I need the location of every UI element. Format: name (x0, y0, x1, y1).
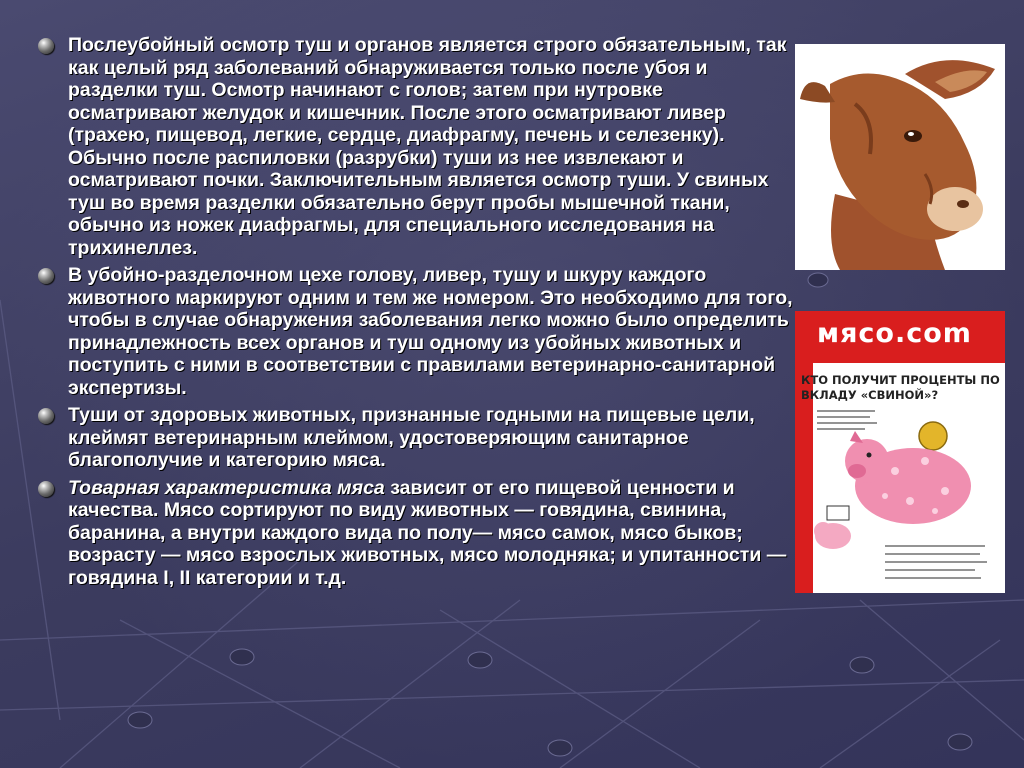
magazine-logo: мясо.com (817, 318, 972, 349)
bullet-icon (38, 38, 54, 54)
bullet-text: В убойно-разделочном цехе голову, ливер, тушу и шкуру каждого животного маркируют одним и тем же номером. Это необходимо для того, чтобы в случае обнаружения заболевания легко можно было определить принадлежность всех органов и туш одному из убойных животных и поступить с ними в соответствии с правилами ветеринарно-санитарной экспертизы. (68, 264, 793, 399)
bullet-text: Туши от здоровых животных, признанные годными на пищевые цели, клеймят ветеринарным клеймом, удостоверяющим санитарное благополучие и категорию мяса. (68, 404, 755, 471)
bullet-icon (38, 408, 54, 424)
cow-head-icon (795, 44, 1005, 270)
magazine-cover-image (795, 311, 1005, 593)
bullet-icon (38, 268, 54, 284)
bullet-item (36, 34, 796, 259)
cow-head-image (795, 44, 1005, 270)
bullet-item (36, 477, 796, 590)
pig-icon (795, 311, 1005, 593)
bullet-emphasis: Товарная характеристика мяса (68, 476, 385, 499)
bullet-text: зависит от его пищевой ценности и качества. Мясо сортируют по виду животных — говядина, свинина, баранина, а внутри каждого вида по полу— мясо самок, мясо быков; возрасту — мясо взрослых животных, мясо молодняка; и упитанности — говядина I, II категории и т.д. (68, 476, 787, 589)
bullet-icon (38, 481, 54, 497)
magazine-headline: КТО ПОЛУЧИТ ПРОЦЕНТЫ ПО ВКЛАДУ «СВИНОЙ»? (801, 373, 1000, 402)
bullet-text: Послеубойный осмотр туш и органов является строго обязательным, так как целый ряд заболеваний обнаруживается только после убоя и разделки туш. Осмотр начинают с голов; затем при нутровке осматривают желудок и кишечник. После этого осматривают ливер (трахею, пищевод, легкие, сердце, диафрагму, печень и селезенку). Обычно после распиловки (разрубки) туши из нее извлекают и осматривают почки. Заключительным является осмотр туши. У свиных туш во время разделки обязательно берут пробы мышечной ткани, обычно из ножек диафрагмы, для специального исследования на трихинеллез. (68, 34, 787, 259)
bullet-item (36, 264, 796, 399)
bullet-item (36, 404, 796, 472)
slide-text-area (36, 34, 796, 594)
